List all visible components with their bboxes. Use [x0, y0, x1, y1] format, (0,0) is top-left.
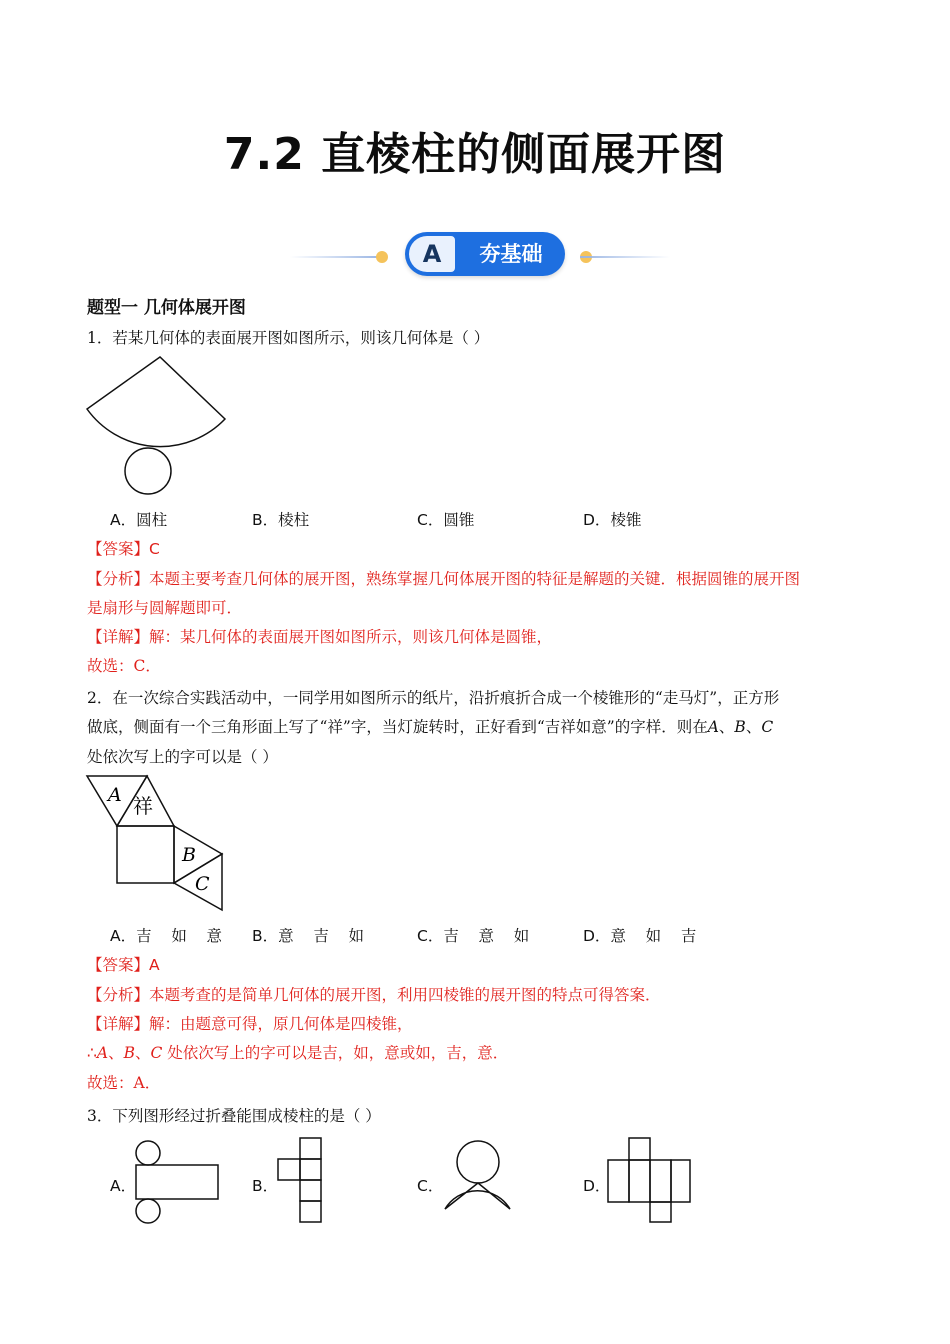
- q3d-face-4: [671, 1160, 690, 1202]
- q2-analysis: [87, 980, 867, 1010]
- q1-analysis-line2: 是扇形与圆解题即可．: [87, 599, 243, 617]
- q1-option-c-label: C．: [417, 511, 444, 529]
- q3d-top-square: [629, 1138, 650, 1160]
- q2-conclusion: 故选：A．: [87, 1074, 161, 1092]
- q2-option-c: 吉 意 如: [443, 927, 530, 945]
- q3a-rectangle: [136, 1165, 218, 1199]
- q1-option-d: 棱锥: [610, 511, 642, 529]
- badge-pill: [405, 232, 565, 276]
- q2-analysis-text: 本题考查的是简单几何体的展开图，利用四棱锥的展开图的特点可得答案．: [149, 986, 661, 1004]
- q2-detail-var-c: C: [150, 1044, 163, 1062]
- q1-figure-cone-net: [80, 355, 240, 500]
- q3b-square-4: [300, 1201, 321, 1222]
- q2-detail-text: 解：由题意可得，原几何体是四棱锥，: [149, 1015, 413, 1033]
- q2-square-base: [117, 826, 174, 883]
- q1-option-b: 棱柱: [278, 511, 310, 529]
- q2-detail: [87, 1009, 867, 1039]
- q2-figure-pyramid-net: [80, 772, 240, 917]
- q2-option-b-label: B．: [252, 927, 279, 945]
- section-badge: [290, 230, 670, 280]
- q2-option-d: 意 如 吉: [610, 927, 697, 945]
- q2-var-a: A: [707, 718, 719, 736]
- q1-answer-value: C: [149, 540, 160, 558]
- q2-detail-line2: [87, 1038, 867, 1068]
- q2-detail-sep-1: 、: [108, 1044, 124, 1062]
- q2-analysis-tag: 【分析】: [87, 986, 150, 1004]
- q2-detail-var-b: B: [123, 1044, 135, 1062]
- q2-option-c-label: C．: [417, 927, 444, 945]
- q2-var-c: C: [761, 718, 774, 736]
- q2-sep-1: 、: [718, 718, 735, 736]
- q3-option-d-label: D．: [583, 1177, 611, 1195]
- q3a-circle-bottom: [136, 1199, 160, 1223]
- q2-option-d-label: D．: [583, 927, 611, 945]
- q3b-square-side: [278, 1159, 300, 1180]
- q1-option-b-label: B．: [252, 511, 279, 529]
- q3-stem: 3．下列图形经过折叠能围成棱柱的是（ ）: [87, 1107, 381, 1125]
- q3-option-b-label: B．: [252, 1177, 279, 1195]
- q2-answer: [87, 950, 867, 980]
- q2-fig-label-c: C: [195, 873, 210, 895]
- section-title: 题型一 几何体展开图: [87, 298, 246, 318]
- q2-fig-label-b: B: [182, 844, 196, 866]
- q1-detail-text: 解：某几何体的表面展开图如图所示，则该几何体是圆锥，: [149, 628, 553, 646]
- q1-circle: [125, 448, 171, 494]
- q2-therefore: ∴: [87, 1044, 97, 1062]
- q3c-sector: [445, 1183, 510, 1209]
- q3-figure-a: [133, 1136, 223, 1226]
- q1-sector: [87, 357, 225, 447]
- q1-option-d-label: D．: [583, 511, 611, 529]
- q3-figure-c: [440, 1136, 520, 1228]
- badge-line-left: [290, 256, 380, 258]
- page-title: 7.2 直棱柱的侧面展开图: [223, 129, 727, 180]
- q2-fig-label-xiang: 祥: [133, 794, 153, 818]
- q3d-face-2: [629, 1160, 650, 1202]
- q3d-face-3: [650, 1160, 671, 1202]
- q1-analysis-tag: 【分析】: [87, 570, 150, 588]
- q3a-circle-top: [136, 1141, 160, 1165]
- q2-detail-rest: 处依次写上的字可以是吉，如，意或如，吉，意．: [162, 1044, 509, 1062]
- q1-detail-tag: 【详解】: [87, 628, 150, 646]
- q1-stem: 1．若某几何体的表面展开图如图所示，则该几何体是（ ）: [87, 329, 490, 347]
- q3d-bottom-square: [650, 1202, 671, 1222]
- q2-stem-line3: 处依次写上的字可以是（ ）: [87, 748, 278, 766]
- badge-line-right: [580, 256, 670, 258]
- q2-stem-line2-text: 做底，侧面有一个三角形面上写了“祥”字，当灯旋转时，正好看到“吉祥如意”的字样．则在: [87, 718, 708, 736]
- q3b-square-2: [300, 1159, 321, 1180]
- badge-letter: A: [409, 236, 455, 272]
- q3-option-a-label: A．: [110, 1177, 137, 1195]
- q1-option-a-label: A．: [110, 511, 137, 529]
- q1-analysis-line1: 本题主要考查几何体的展开图，熟练掌握几何体展开图的特征是解题的关键．根据圆锥的展开图: [149, 570, 801, 588]
- q2-detail-tag: 【详解】: [87, 1015, 150, 1033]
- q2-fig-label-a: A: [108, 784, 122, 806]
- q1-detail: [87, 622, 867, 652]
- q2-option-a: 吉 如 意: [136, 927, 223, 945]
- q2-answer-value: A: [149, 956, 160, 974]
- q1-option-c: 圆锥: [443, 511, 475, 529]
- q2-var-b: B: [734, 718, 746, 736]
- q3d-face-1: [608, 1160, 629, 1202]
- q2-stem-line2: [87, 712, 867, 742]
- q2-detail-sep-2: 、: [134, 1044, 151, 1062]
- q3b-square-1: [300, 1138, 321, 1159]
- q2-sep-2: 、: [745, 718, 762, 736]
- badge-dot-left: [376, 251, 388, 263]
- q2-option-b: 意 吉 如: [278, 927, 365, 945]
- q2-option-a-label: A．: [110, 927, 137, 945]
- q3-option-c-label: C．: [417, 1177, 444, 1195]
- q1-answer: [87, 534, 867, 564]
- q2-stem-line1: 2．在一次综合实践活动中，一同学用如图所示的纸片，沿折痕折合成一个棱锥形的“走马灯”，正方形: [87, 689, 780, 707]
- q1-analysis: [87, 564, 867, 594]
- q3-figure-d: [605, 1136, 695, 1226]
- q1-answer-tag: 【答案】: [87, 540, 150, 558]
- q3b-square-3: [300, 1180, 321, 1201]
- q2-detail-var-a: A: [96, 1044, 109, 1062]
- badge-text: 夯基础: [479, 242, 543, 266]
- q3-figure-b: [275, 1136, 335, 1226]
- q1-option-a: 圆柱: [136, 511, 168, 529]
- q1-conclusion: 故选：C．: [87, 657, 161, 675]
- q2-answer-tag: 【答案】: [87, 956, 150, 974]
- q3c-circle: [457, 1141, 499, 1183]
